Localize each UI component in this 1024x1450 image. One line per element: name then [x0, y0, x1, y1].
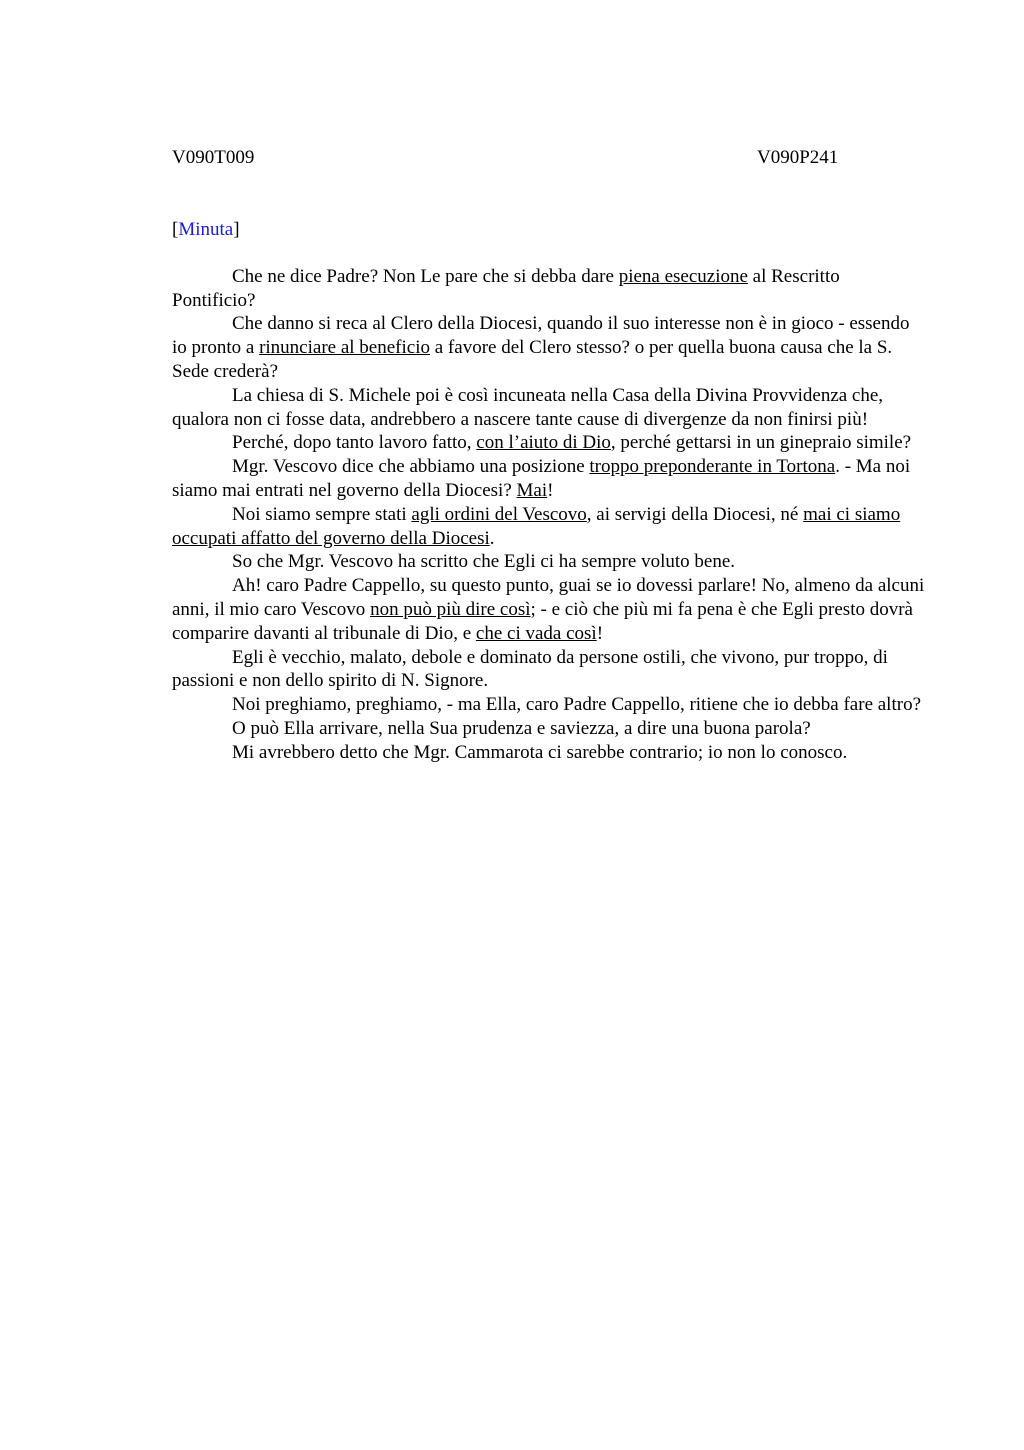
document-page	[172, 146, 927, 765]
paragraph	[172, 550, 927, 574]
paragraph	[172, 574, 927, 645]
underlined-text: agli ordini del Vescovo	[411, 503, 587, 525]
underlined-text: non può più dire così	[370, 598, 531, 620]
text-run: La chiesa di S. Michele poi è così incuneata nella Casa della Divina Provvidenza che, qualora non ci fosse data, andrebbero a nascere tante cause di divergenze da non finirsi più!	[172, 384, 884, 430]
text-run: ; - e ciò che più mi fa pena è che Egli presto dovrà comparire davanti al tribunale di Dio, e	[172, 598, 913, 644]
underlined-text: piena esecuzione	[618, 265, 748, 287]
document-header	[172, 146, 927, 170]
minuta-label	[172, 218, 927, 242]
underlined-text: Mai	[516, 479, 548, 501]
text-run: , perché gettarsi in un ginepraio simile?	[610, 432, 912, 454]
paragraph	[172, 431, 927, 455]
label-open-bracket: [	[172, 219, 179, 240]
paragraph	[172, 741, 927, 765]
text-run: al Rescritto Pontificio?	[172, 265, 840, 311]
paragraph	[172, 384, 927, 432]
underlined-text: con l’aiuto di Dio	[476, 432, 611, 454]
paragraph	[172, 646, 927, 694]
underlined-text: mai ci siamo occupati affatto del governo della Diocesi	[172, 503, 901, 549]
text-run: !	[547, 479, 554, 501]
paragraph	[172, 693, 927, 717]
document-id-left: V090T009	[172, 147, 255, 168]
text-run: So che Mgr. Vescovo ha scritto che Egli ci ha sempre voluto bene.	[232, 551, 736, 573]
text-run: Ah! caro Padre Cappello, su questo punto, guai se io dovessi parlare! No, almeno da alcuni anni, il mio caro Vescovo	[172, 575, 925, 620]
underlined-text: troppo preponderante in Tortona	[589, 456, 836, 478]
paragraph	[172, 503, 927, 551]
label-word: Minuta	[178, 219, 234, 240]
text-run: Mgr. Vescovo dice che abbiamo una posizione	[232, 456, 590, 478]
underlined-text: che ci vada così	[475, 622, 597, 644]
paragraph	[172, 455, 927, 503]
document-id-right: V090P241	[757, 147, 839, 168]
label-close-bracket: ]	[233, 219, 240, 240]
text-run: Mi avrebbero detto che Mgr. Cammarota ci sarebbe contrario; io non lo conosco.	[232, 741, 848, 763]
paragraph	[172, 717, 927, 741]
paragraph	[172, 312, 927, 383]
text-run: !	[596, 622, 604, 644]
paragraph	[172, 265, 927, 313]
text-run: .	[489, 527, 495, 549]
text-run: , ai servigi della Diocesi, né	[586, 503, 804, 525]
text-run: Noi siamo sempre stati	[232, 503, 412, 525]
text-run: O può Ella arrivare, nella Sua prudenza e saviezza, a dire una buona parola?	[232, 717, 811, 739]
letter-body	[172, 265, 927, 765]
text-run: Noi preghiamo, preghiamo, - ma Ella, caro Padre Cappello, ritiene che io debba fare altro?	[232, 694, 922, 716]
underlined-text: rinunciare al beneficio	[259, 337, 430, 359]
text-run: Perché, dopo tanto lavoro fatto,	[232, 432, 477, 454]
text-run: Che danno si reca al Clero della Diocesi, quando il suo interesse non è in gioco - essendo io pronto a	[172, 313, 910, 359]
text-run: . - Ma noi siamo mai entrati nel governo della Diocesi?	[172, 456, 911, 501]
text-run: Che ne dice Padre? Non Le pare che si debba dare	[232, 265, 619, 287]
text-run: a favore del Clero stesso? o per quella buona causa che la S. Sede crederà?	[172, 337, 893, 382]
text-run: Egli è vecchio, malato, debole e dominato da persone ostili, che vivono, pur troppo, di passioni e non dello spirito di N. Signore.	[172, 646, 888, 692]
